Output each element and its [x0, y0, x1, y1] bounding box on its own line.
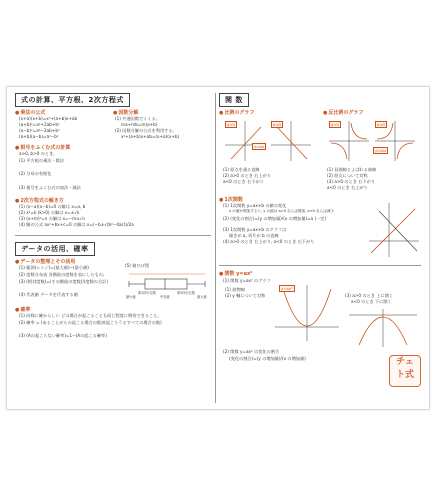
- formula-line: a<0 のとき 下に開く: [351, 299, 392, 304]
- formula-line: (1) (x−a)(x−b)=0 の解は x=a, b: [19, 204, 86, 209]
- box-label-min: 最小値: [126, 295, 136, 299]
- stamp-line-1: チェ: [396, 357, 414, 367]
- divider: [219, 265, 421, 266]
- formula-line: (1) 放物線: [225, 287, 245, 292]
- formula-line: (1) 同様に確からしい どの場合が起こることも同じ程度に期待できること。: [19, 313, 162, 318]
- formula-line: a<0 のとき 右上がり: [327, 185, 368, 190]
- heading-linear-function: ● 1次関数: [219, 196, 243, 203]
- formula-line: ma+mb=m(a+b): [121, 122, 158, 127]
- label-a-negative-inverse: a<0: [377, 122, 385, 127]
- formula-line: (4) 代表値 データを代表する値: [19, 292, 78, 297]
- formula-line: x の値が増加すると, y の値は a>0 ならば増加, a<0 ならば減少: [229, 209, 335, 213]
- label-a-negative: a<0: [273, 122, 281, 127]
- heading-multiplication-formulas: ● 乗法の公式: [15, 109, 45, 116]
- heading-quadratic-function: ● 関数 y=ax²: [219, 270, 252, 277]
- heading-inverse-proportion-graph: ● 反比例のグラフ: [323, 109, 363, 116]
- left-column: [15, 87, 211, 409]
- heading-radical-calculation: ● 根号をふくむ式の計算: [15, 144, 70, 151]
- formula-line: (4) 解の公式 ax²+bx+c=0 の解は x=(−b±√(b²−4ac))/2a: [19, 222, 134, 227]
- formula-line: (3) 1次関数 y=ax+b のグラフは: [223, 227, 287, 232]
- formula-line: (2) (変化の割合)=(y の増加量)/(x の増加量)=a (一定): [223, 216, 327, 221]
- formula-line: (3) (x+m)²=n の解は x=−m±√n: [19, 216, 86, 221]
- formula-line: (1) 原点を通る直線: [223, 167, 260, 172]
- formula-line: (3) 根号をふくむ式の加法・減法: [19, 185, 81, 190]
- formula-line: x²+(a+b)x+ab=(x+a)(x+b): [121, 134, 180, 139]
- heading-quadratic-solutions: ● 2次方程式の解き方: [15, 197, 64, 204]
- formula-line: (a+b)²=a²+2ab+b²: [19, 122, 60, 127]
- parabola-graph-positive: [273, 283, 343, 343]
- formula-line: (変化の割合)=(y の増加量)/(x の増加量): [229, 356, 306, 361]
- label-eq-y-ax2: y=ax²: [281, 286, 293, 291]
- formula-line: (1) 平方根の乗法・除法: [19, 158, 64, 163]
- label-a-positive-inverse: a>0: [331, 122, 339, 127]
- section-title-functions: 関 数: [219, 93, 249, 107]
- linear-function-graph: [367, 201, 421, 259]
- formula-line: (4) a>0 のとき 右上がり, a<0 のとき 右下がり: [223, 239, 315, 244]
- formula-line: (2) 確率 = (あることがらの起こる場合の数)/(起こりうるすべての場合の数): [19, 320, 162, 325]
- parabola-graph-negative: [347, 307, 419, 349]
- check-formula-stamp: [389, 355, 421, 387]
- section-title-algebra: 式の計算、平方根、2次方程式: [15, 93, 130, 107]
- formula-line: (2) a>0 のとき 右上がり: [223, 173, 271, 178]
- box-label-median: 中央値: [160, 295, 170, 299]
- formula-line: (1) 共通因数でくくる。: [115, 116, 160, 121]
- box-label-q3: 第3四分位数: [177, 291, 195, 295]
- formula-line: (x+a)(x+b)=x²+(a+b)x+ab: [19, 116, 78, 121]
- formula-line: (2) y 軸について対称: [225, 293, 266, 298]
- formula-line: (2) 原点について対称: [327, 173, 368, 178]
- formula-line: (1) 1次関数 y=ax+b の値の変化: [223, 203, 287, 208]
- label-eq-y-a-over-x: y=a/x: [375, 148, 387, 153]
- formula-line: (2) 分母の有理化: [19, 171, 52, 176]
- stamp-line-2: ト式: [395, 370, 414, 380]
- box-plot-diagram: [125, 270, 211, 302]
- heading-probability: ● 確率: [15, 306, 30, 313]
- formula-line: (a+b)(a−b)=a²−b²: [19, 134, 59, 139]
- heading-proportion-graph: ● 比例のグラフ: [219, 109, 254, 116]
- box-label-max: 最大値: [197, 295, 207, 299]
- heading-factorization: ● 因数分解: [113, 109, 138, 116]
- formula-line: a<0 のとき 右下がり: [223, 179, 264, 184]
- formula-line: (2) 因数分解の公式を利用する。: [115, 128, 177, 133]
- formula-line: (2) x²=k (k>0) の解は x=±√k: [19, 210, 80, 215]
- right-column: [219, 87, 421, 409]
- formula-line: (5) 箱ひげ図: [125, 263, 150, 268]
- formula-line: (1) 範囲(レンジ)=(最大値)−(最小値): [19, 265, 89, 270]
- divider: [15, 235, 211, 236]
- formula-line: 傾きが a, 切片が b の直線: [229, 233, 279, 238]
- formula-line: (2) 度数分布表 各階級の度数を表にしたもの。: [19, 272, 107, 277]
- formula-sheet: [6, 86, 430, 410]
- formula-line: (3) (Aの起こらない確率)=1−(Aの起こる確率): [19, 333, 107, 338]
- section-title-data: データの活用、確率: [15, 242, 95, 256]
- formula-line: (3) (相対度数)=(その階級の度数)/(度数の合計): [19, 279, 108, 284]
- box-label-q1: 第1四分位数: [138, 291, 156, 295]
- formula-line: (1) 関数 y=ax² のグラフ: [223, 278, 271, 283]
- formula-line: (a−b)²=a²−2ab+b²: [19, 128, 60, 133]
- label-a-positive: a>0: [227, 122, 235, 127]
- formula-line: (1) 双曲線とよばれる曲線: [327, 167, 377, 172]
- formula-line: (2) 関数 y=ax² の変化の割合: [223, 349, 280, 354]
- formula-line: (3) a>0 のとき 右下がり: [327, 179, 375, 184]
- label-eq-y-ax: y=ax: [254, 144, 265, 149]
- heading-data-organization: ● データの整理とその活用: [15, 258, 75, 265]
- column-divider: [215, 93, 216, 403]
- formula-line: a>0, b>0 のとき,: [19, 151, 55, 156]
- formula-line: (3) a>0 のとき 上に開く: [345, 293, 393, 298]
